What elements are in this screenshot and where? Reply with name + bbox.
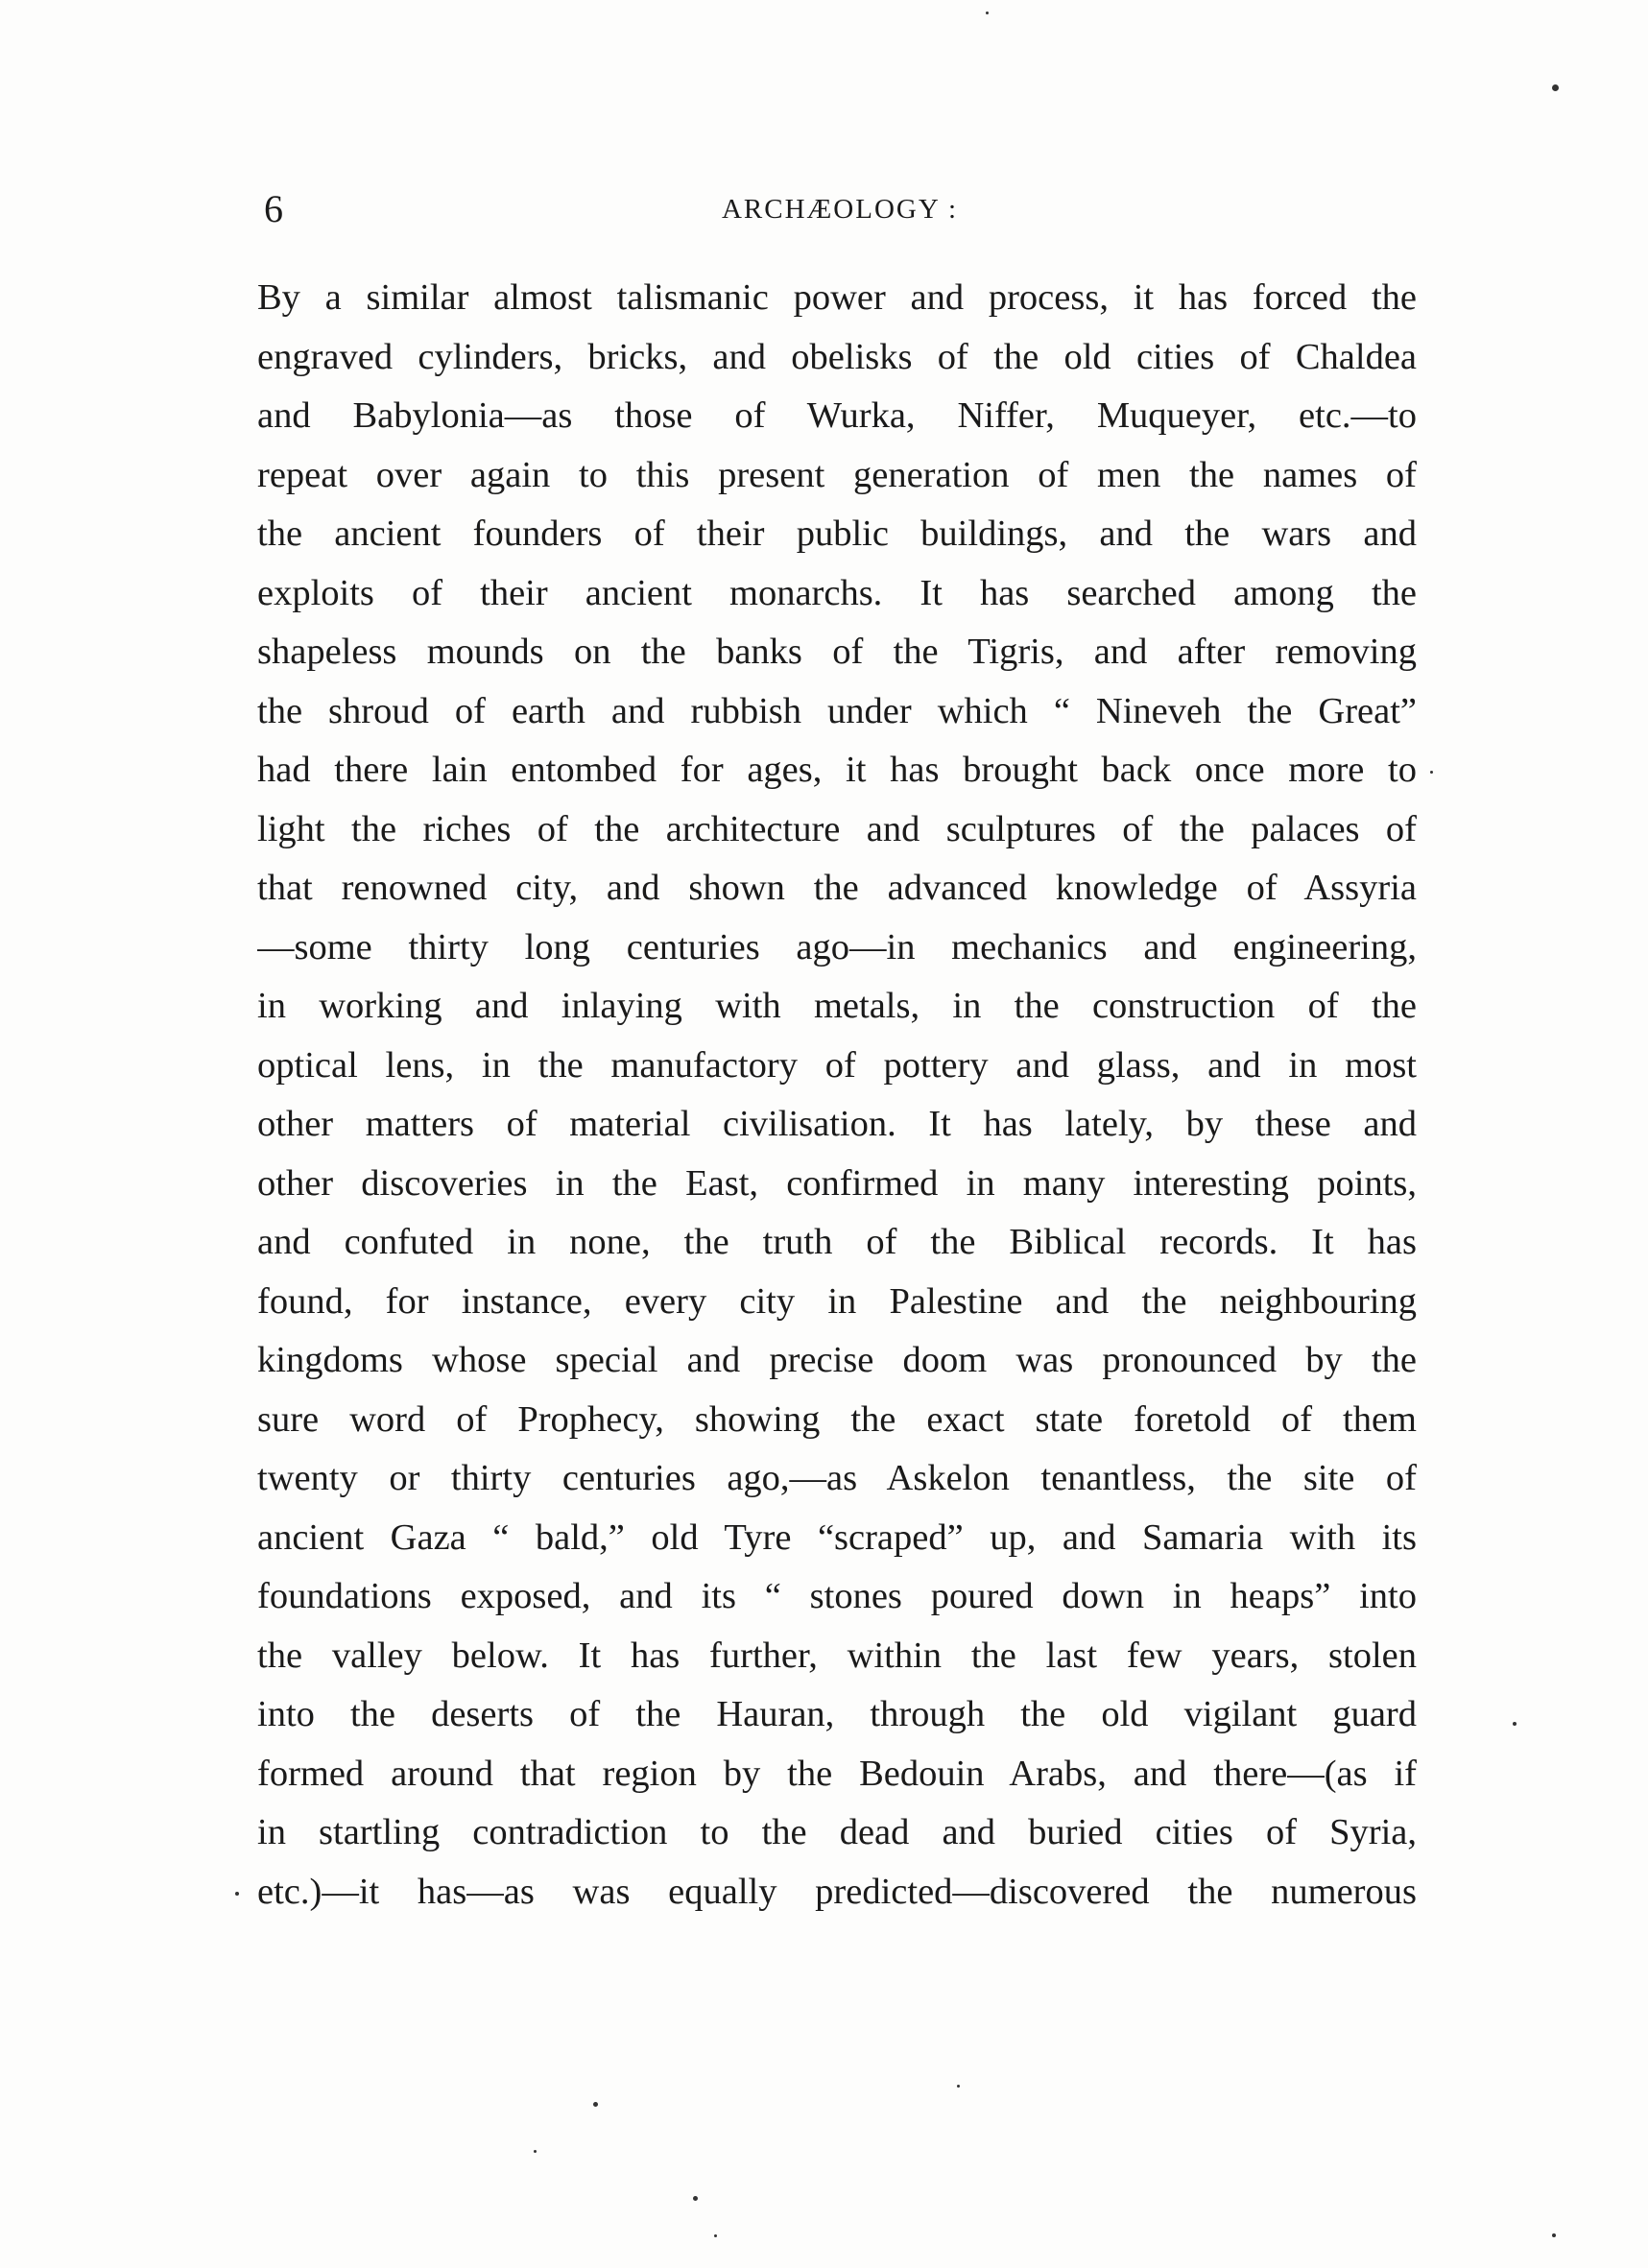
scan-speck (986, 12, 989, 14)
text-line: kingdoms whose special and precise doom was pronounced by the (257, 1340, 1417, 1380)
text-line: other discoveries in the East, confirmed in many interesting points, (257, 1162, 1417, 1204)
text-line: and confuted in none, the truth of the Biblical records. It has (257, 1222, 1417, 1262)
scan-speck (714, 2234, 717, 2237)
text-line: formed around that region by the Bedouin Arabs, and there—(as if (257, 1753, 1417, 1794)
text-line: the shroud of earth and rubbish under which “ Nineveh the Great” (257, 690, 1417, 731)
text-line: and Babylonia—as those of Wurka, Niffer, Muqueyer, etc.—to (257, 395, 1417, 436)
text-line: in working and inlaying with metals, in the construction of the (257, 986, 1417, 1026)
text-line: etc.)—it has—as was equally predicted—discovered the numerous (257, 1871, 1417, 1912)
text-line: —some thirty long centuries ago—in mechanics and engineering, (257, 926, 1417, 967)
text-line: the valley below. It has further, within the last few years, stolen (257, 1635, 1417, 1676)
text-line: that renowned city, and shown the advanced knowledge of Assyria (257, 868, 1417, 908)
scan-speck (1513, 1722, 1517, 1726)
text-line: ancient Gaza “ bald,” old Tyre “scraped” up, and Samaria with its (257, 1516, 1417, 1558)
text-line: in startling contradiction to the dead and buried cities of Syria, (257, 1812, 1417, 1852)
scan-speck (593, 2102, 598, 2107)
text-line: exploits of their ancient monarchs. It has searched among the (257, 572, 1417, 613)
text-line: the ancient founders of their public buildings, and the wars and (257, 513, 1417, 554)
text-line: sure word of Prophecy, showing the exact state foretold of them (257, 1398, 1417, 1440)
scan-speck (534, 2150, 537, 2153)
page-number: 6 (264, 187, 283, 230)
chapter-title: ARCHÆOLOGY : (721, 194, 959, 225)
text-line: into the deserts of the Hauran, through the old vigilant guard (257, 1694, 1417, 1734)
scan-speck (1552, 84, 1559, 91)
scan-speck (957, 2085, 960, 2088)
text-line: had there lain entombed for ages, it has brought back once more to (257, 750, 1417, 790)
text-line: light the riches of the architecture and sculptures of the palaces of (257, 808, 1417, 849)
text-line: optical lens, in the manufactory of pottery and glass, and in most (257, 1044, 1417, 1086)
scan-speck (693, 2196, 698, 2201)
text-line: foundations exposed, and its “ stones poured down in heaps” into (257, 1576, 1417, 1616)
scan-speck (1552, 2233, 1556, 2237)
text-line: other matters of material civilisation. It has lately, by these and (257, 1104, 1417, 1144)
text-line: twenty or thirty centuries ago,—as Askelon tenantless, the site of (257, 1458, 1417, 1498)
text-line: repeat over again to this present generation of men the names of (257, 454, 1417, 495)
scan-speck (1430, 771, 1433, 774)
text-line: found, for instance, every city in Palestine and the neighbouring (257, 1280, 1417, 1322)
body-text (257, 269, 1417, 1922)
text-line: shapeless mounds on the banks of the Tigris, and after removing (257, 632, 1417, 672)
text-line: By a similar almost talismanic power and process, it has forced the (257, 277, 1417, 318)
running-head (264, 180, 1416, 238)
text-line: engraved cylinders, bricks, and obelisks of the old cities of Chaldea (257, 336, 1417, 377)
scan-speck (235, 1892, 239, 1896)
